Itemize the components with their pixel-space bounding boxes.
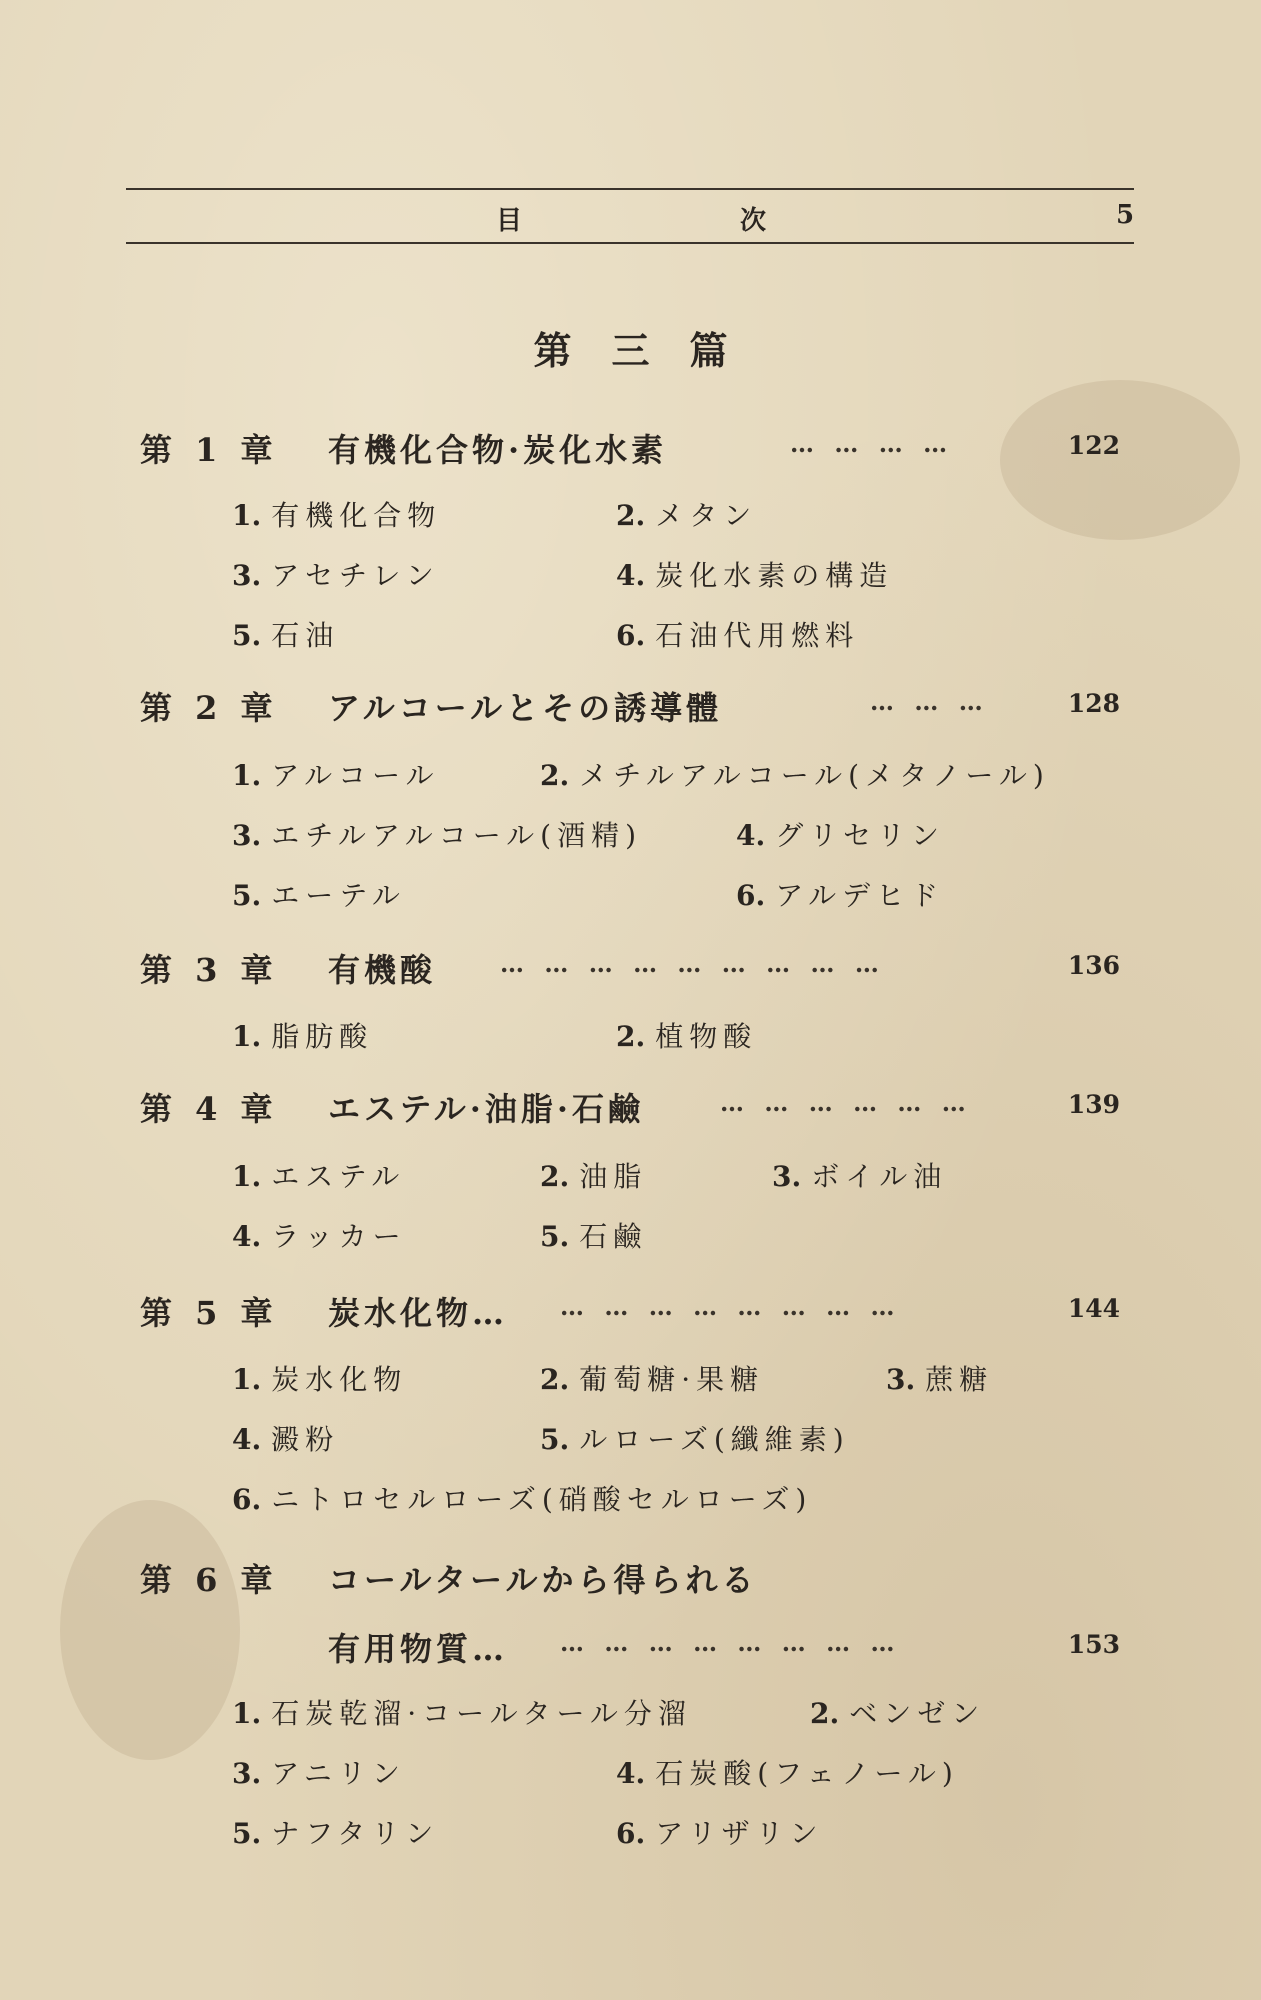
- section-item: 4. 炭化水素の構造: [616, 559, 894, 592]
- chapter-4-heading: [140, 1084, 1120, 1134]
- section-item: 6. アルデヒド: [736, 879, 945, 912]
- section-item: 4. グリセリン: [736, 819, 945, 852]
- section-item: 6. ニトロセルローズ(硝酸セルローズ): [232, 1483, 813, 1516]
- section-item: 4. ラッカー: [232, 1220, 407, 1253]
- section-item: 6. アリザリン: [616, 1817, 824, 1850]
- chapter-page: 128: [1067, 689, 1120, 718]
- chapter-page: 153: [1067, 1630, 1120, 1659]
- dot-leader: … … … … … … … … …: [500, 949, 885, 978]
- chapter-label: 第 5 章: [140, 1294, 279, 1332]
- chapter-label: 第 1 章: [140, 431, 279, 469]
- chapter-3-heading: [140, 945, 1120, 995]
- section-item: 3. エチルアルコール(酒精): [232, 819, 643, 852]
- chapter-label: 第 2 章: [140, 689, 279, 727]
- section-item: 3. アニリン: [232, 1757, 406, 1790]
- section-item: 1. 脂肪酸: [232, 1020, 374, 1053]
- chapter-2-heading: [140, 683, 1120, 733]
- dot-leader: … … … …: [790, 429, 954, 458]
- section-item: 2. 植物酸: [616, 1020, 758, 1053]
- dot-leader: … … … … … … … …: [560, 1628, 901, 1657]
- section-item: 2. メチルアルコール(メタノール): [540, 759, 1050, 792]
- part-title: 第三篇: [533, 328, 768, 373]
- chapter-label: 第 4 章: [140, 1090, 279, 1128]
- header-bottom-rule: [126, 242, 1134, 244]
- dot-leader: … … … … … … … …: [560, 1292, 901, 1321]
- chapter-title: コールタールから得られる: [328, 1561, 758, 1599]
- chapter-page: 144: [1067, 1294, 1120, 1323]
- section-item: 4. 澱粉: [232, 1423, 340, 1456]
- section-item: 1. 炭水化物: [232, 1363, 408, 1396]
- header-top-rule: [126, 188, 1134, 190]
- chapter-5-heading: [140, 1288, 1120, 1338]
- chapter-6-heading-continued: [140, 1624, 1120, 1674]
- chapter-label: 第 6 章: [140, 1561, 279, 1599]
- section-item: 2. ベンゼン: [810, 1697, 986, 1730]
- section-item: 2. 葡萄糖·果糖: [540, 1363, 765, 1396]
- chapter-title: アルコールとその誘導體: [328, 689, 723, 727]
- section-item: 2. メタン: [616, 499, 758, 532]
- section-item: 5. エーテル: [232, 879, 406, 912]
- chapter-page: 139: [1067, 1090, 1120, 1119]
- page-number: 5: [1116, 200, 1135, 230]
- chapter-title: 炭水化物…: [328, 1294, 509, 1332]
- section-item: 4. 石炭酸(フェノール): [616, 1757, 959, 1790]
- chapter-title: エステル·油脂·石鹼: [328, 1090, 645, 1128]
- section-item: 5. 石鹼: [540, 1220, 648, 1253]
- section-item: 1. 有機化合物: [232, 499, 442, 532]
- chapter-1-heading: [140, 425, 1120, 475]
- section-item: 1. 石炭乾溜·コールタール分溜: [232, 1697, 692, 1730]
- dot-leader: … … …: [870, 687, 989, 716]
- chapter-6-heading: [140, 1555, 1120, 1605]
- header-center: 次: [740, 206, 767, 236]
- chapter-title-continued: 有用物質…: [328, 1630, 509, 1668]
- chapter-page: 136: [1067, 951, 1120, 980]
- section-item: 5. 石油: [232, 619, 340, 652]
- chapter-title: 有機化合物·炭化水素: [328, 431, 668, 469]
- chapter-title: 有機酸: [328, 951, 437, 989]
- dot-leader: … … … … … …: [720, 1088, 972, 1117]
- section-item: 3. アセチレン: [232, 559, 440, 592]
- section-item: 1. アルコール: [232, 759, 440, 792]
- section-item: 3. 蔗糖: [886, 1363, 994, 1396]
- header-left: 目: [496, 206, 523, 236]
- chapter-page: 122: [1067, 431, 1120, 460]
- section-item: 2. 油脂: [540, 1160, 648, 1193]
- section-item: 5. ナフタリン: [232, 1817, 440, 1850]
- section-item: 1. エステル: [232, 1160, 406, 1193]
- section-item: 5. ルローズ(纖維素): [540, 1423, 850, 1456]
- chapter-label: 第 3 章: [140, 951, 279, 989]
- section-item: 6. 石油代用燃料: [616, 619, 860, 652]
- section-item: 3. ボイル油: [772, 1160, 948, 1193]
